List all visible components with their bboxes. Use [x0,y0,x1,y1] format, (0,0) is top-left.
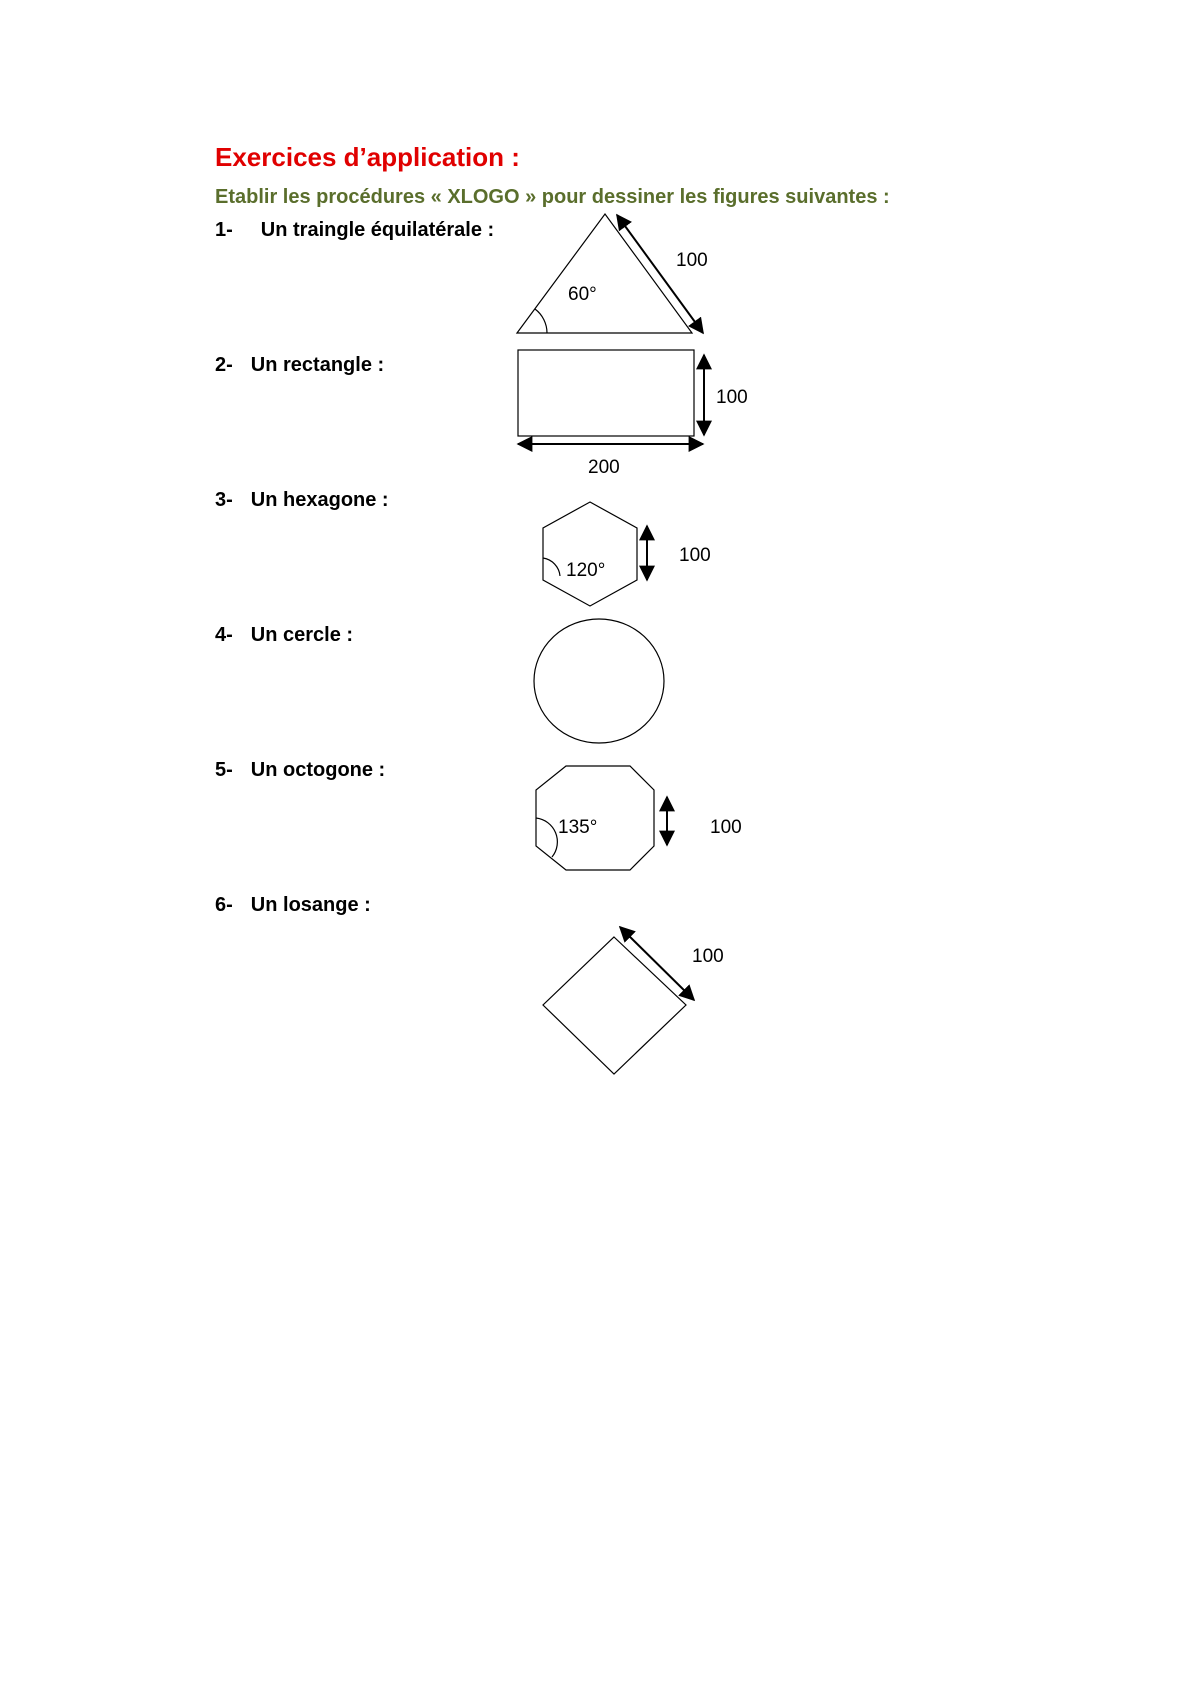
rhombus-figure [543,927,724,1074]
dimension-arrow [617,215,703,333]
exercise-number: 2- [215,354,233,376]
exercise-number: 1- [215,219,233,241]
angle-label: 135° [558,817,598,838]
dimension-label: 100 [692,946,724,967]
exercise-label: Un rectangle : [250,354,385,376]
dimension-label: 100 [676,250,708,271]
exercise-label: Un losange : [250,894,371,916]
page-title: Exercices d’application : [215,142,520,172]
angle-arc [536,818,557,857]
angle-arc [543,558,560,576]
circle-shape [534,619,664,743]
instruction-text: Etablir les procédures « XLOGO » pour dessiner les figures suivantes : [215,186,890,208]
exercise-label: Un traingle équilatérale : [260,219,495,241]
octagon-figure [536,766,742,870]
hexagon-figure [543,502,711,606]
dimension-label: 100 [716,387,748,408]
exercise-number: 6- [215,894,233,916]
triangle-shape [517,214,692,333]
hexagon-shape [543,502,637,606]
dimension-label: 100 [679,545,711,566]
exercise-number: 3- [215,489,233,511]
dimension-label: 200 [588,457,620,478]
exercise-label: Un hexagone : [250,489,389,511]
circle-figure [534,619,664,743]
exercise-label: Un cercle : [250,624,354,646]
angle-arc [535,309,547,333]
angle-label: 60° [568,284,597,305]
dimension-arrow [620,927,694,1000]
exercise-label: Un octogone : [250,759,386,781]
dimension-label: 100 [710,817,742,838]
exercise-number: 5- [215,759,233,781]
triangle-figure [517,214,708,333]
rhombus-shape [543,937,686,1074]
rectangle-figure [518,350,748,478]
angle-label: 120° [566,560,606,581]
rectangle-shape [518,350,694,436]
exercise-number: 4- [215,624,233,646]
